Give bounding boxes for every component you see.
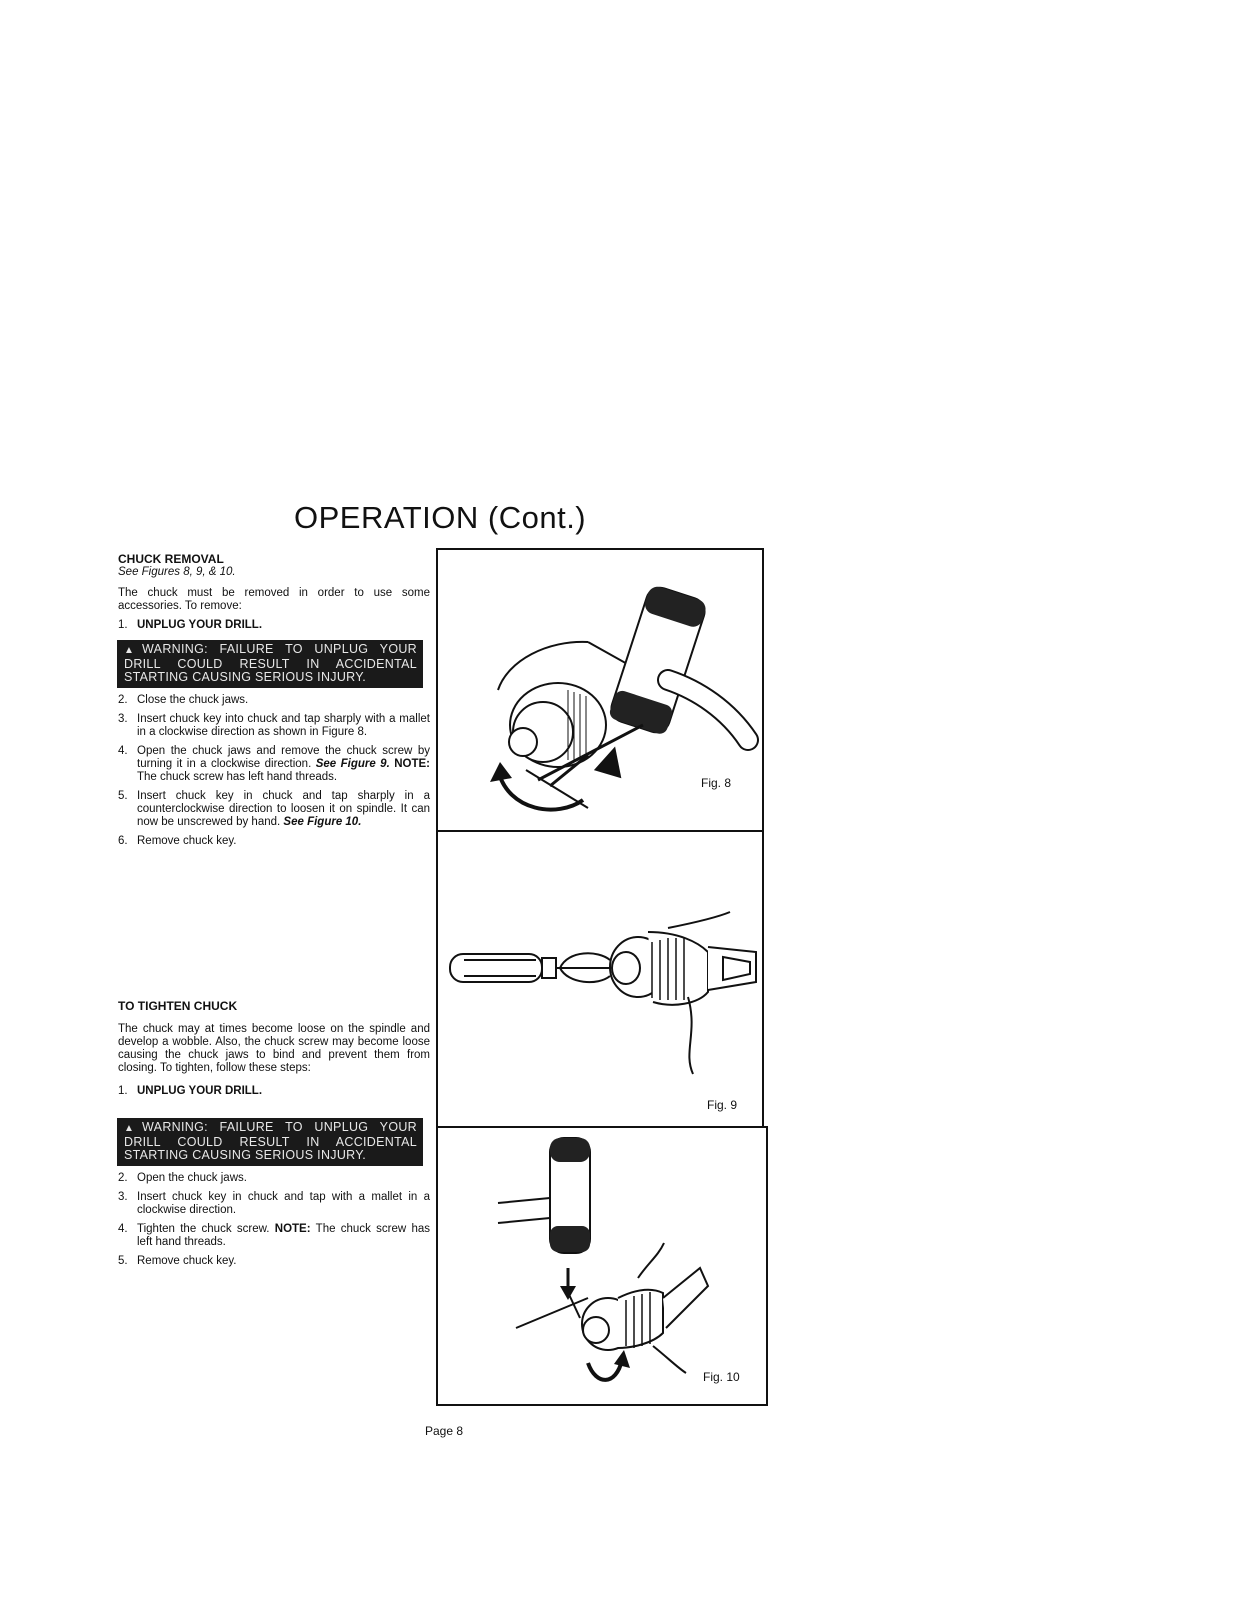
figure-9-panel — [436, 830, 764, 1130]
step-number: 1. — [118, 1085, 128, 1097]
warning-box — [117, 640, 423, 688]
step-number: 4. — [118, 1222, 128, 1235]
step-text: Insert chuck key in chuck and tap with a mallet in a clockwise direction. — [137, 1190, 430, 1216]
step-text: Close the chuck jaws. — [137, 693, 249, 706]
step-number: 5. — [118, 789, 128, 802]
step-text: Remove chuck key. — [137, 1254, 237, 1267]
step-4 — [118, 745, 430, 784]
step-number: 3. — [118, 1190, 128, 1203]
step-number: 1. — [118, 619, 128, 631]
figure-10-illustration — [438, 1128, 766, 1404]
warning-text: WARNING: FAILURE TO UNPLUG YOUR DRILL COULD RESULT IN ACCIDENTAL STARTING CAUSING SERIOUS INJURY. — [124, 1120, 417, 1162]
step-text: Open the chuck jaws. — [137, 1171, 247, 1184]
figure-8-label: Fig. 8 — [701, 776, 732, 790]
step-1 — [118, 619, 430, 632]
step-text — [137, 790, 430, 829]
step-2 — [118, 1172, 430, 1185]
chuck-removal-subheading: See Figures 8, 9, & 10. — [118, 566, 236, 578]
note-label: NOTE: — [274, 1222, 311, 1235]
step-3 — [118, 1191, 430, 1217]
step-5 — [118, 1255, 430, 1268]
step-number: 2. — [118, 693, 128, 706]
step-text — [137, 745, 430, 784]
figure-10-label: Fig. 10 — [703, 1370, 740, 1384]
tighten-heading: TO TIGHTEN CHUCK — [118, 999, 238, 1013]
step-1 — [118, 1085, 430, 1098]
step-number: 2. — [118, 1171, 128, 1184]
step-text: Insert chuck key into chuck and tap sharply with a mallet in a clockwise direction as shown in Figure 8. — [137, 712, 430, 738]
step-number: 3. — [118, 712, 128, 725]
step-text: UNPLUG YOUR DRILL. — [137, 619, 263, 631]
step-body: Open the chuck jaws and remove the chuck screw by turning it in a clockwise direction. — [137, 744, 430, 770]
tighten-chuck-section — [118, 1000, 430, 1274]
step-5 — [118, 790, 430, 829]
warning-box — [117, 1118, 423, 1166]
warning-triangle-icon: ▲ — [124, 645, 143, 656]
step-2 — [118, 694, 430, 707]
step-3 — [118, 713, 430, 739]
chuck-removal-section — [118, 553, 430, 854]
step-6 — [118, 835, 430, 848]
step-number: 4. — [118, 744, 128, 757]
step-number: 6. — [118, 834, 128, 847]
note-label: NOTE: — [394, 757, 430, 770]
step-body: Insert chuck key in chuck and tap sharply in a counterclockwise direction to loosen it on spindle. It can now be unscrewed by hand. — [137, 789, 430, 828]
page-title: OPERATION (Cont.) — [294, 500, 587, 535]
warning-text: WARNING: FAILURE TO UNPLUG YOUR DRILL COULD RESULT IN ACCIDENTAL STARTING CAUSING SERIOUS INJURY. — [124, 642, 417, 684]
figure-9-label: Fig. 9 — [707, 1098, 738, 1112]
step-number: 5. — [118, 1254, 128, 1267]
step-text: UNPLUG YOUR DRILL. — [137, 1085, 263, 1097]
figure-reference: See Figure 9. — [315, 757, 390, 770]
page-number: Page 8 — [425, 1424, 464, 1438]
step-4 — [118, 1223, 430, 1249]
step-text: Remove chuck key. — [137, 834, 237, 847]
step-body: Tighten the chuck screw. — [137, 1222, 270, 1235]
tighten-intro: The chuck may at times become loose on the spindle and develop a wobble. Also, the chuck screw may become loose causing the chuck jaws to bind and prevent them from closing. To tighten, follow these steps: — [118, 1023, 430, 1074]
figure-reference: See Figure 10. — [283, 815, 362, 828]
note-text: The chuck screw has left hand threads. — [137, 1222, 431, 1248]
note-text: The chuck screw has left hand threads. — [137, 770, 338, 783]
chuck-removal-heading: CHUCK REMOVAL — [118, 552, 224, 566]
figure-10-panel — [436, 1126, 768, 1406]
figure-8-panel — [436, 548, 764, 834]
figure-9-illustration — [438, 832, 762, 1128]
warning-triangle-icon: ▲ — [124, 1123, 143, 1134]
step-text — [137, 1223, 430, 1249]
chuck-removal-intro: The chuck must be removed in order to use some accessories. To remove: — [118, 587, 430, 612]
